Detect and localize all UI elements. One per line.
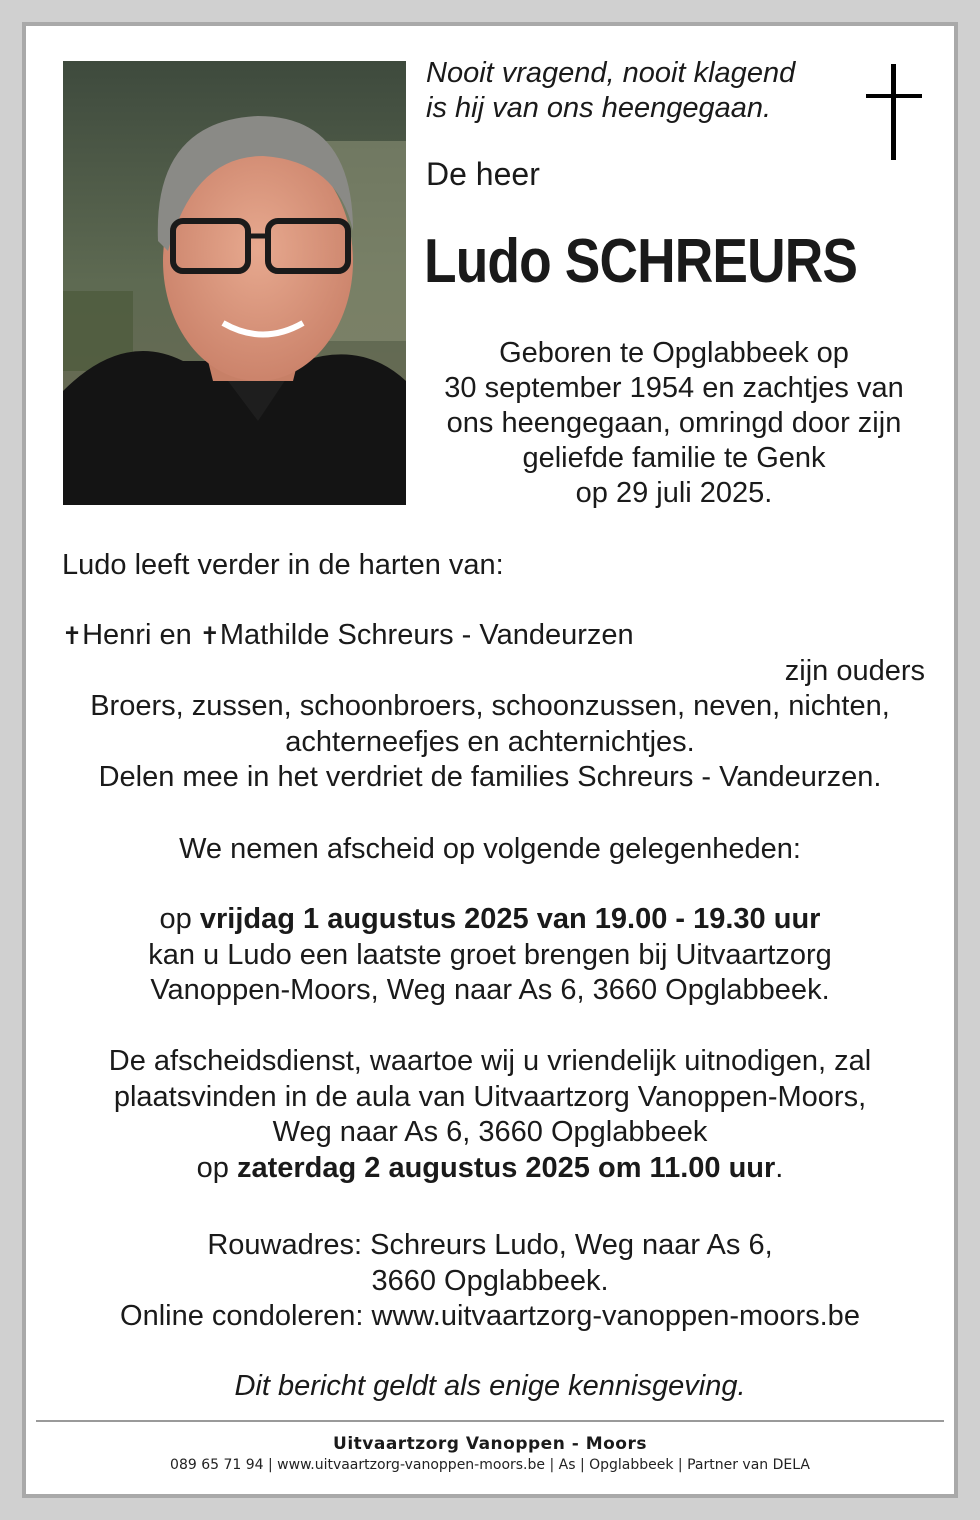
birth-line-1: Geboren te Opglabbeek op <box>499 337 849 369</box>
mourning-address <box>46 1228 934 1335</box>
portrait-photo <box>63 61 406 505</box>
address-line-2: 3660 Opglabbeek. <box>371 1264 609 1297</box>
small-cross-icon: ✝ <box>62 623 83 650</box>
address-line-1: Rouwadres: Schreurs Ludo, Weg naar As 6, <box>207 1229 773 1261</box>
motto-line-2: is hij van ons heengegaan. <box>426 92 772 124</box>
birth-line-2: 30 september 1954 en zachtjes van <box>444 372 904 404</box>
birth-line-3: ons heengegaan, omringd door zijn <box>446 407 902 439</box>
visit-line-1 <box>46 902 934 938</box>
service-date: zaterdag 2 augustus 2025 om 11.00 uur <box>236 1151 776 1184</box>
footer-company: Uitvaartzorg Vanoppen - Moors <box>333 1434 647 1454</box>
online-condolences: Online condoleren: www.uitvaartzorg-vanoppen-moors.be <box>120 1300 860 1332</box>
lives-on-text: Ludo leeft verder in de harten van: <box>62 549 504 581</box>
deceased-name: Ludo SCHREURS <box>424 227 858 296</box>
birth-death-info <box>418 336 930 511</box>
small-cross-icon: ✝ <box>199 623 220 650</box>
service-line-1: De afscheidsdienst, waartoe wij u vriendelijk uitnodigen, zal <box>108 1045 872 1077</box>
birth-line-4: geliefde familie te Genk <box>522 442 826 474</box>
visit-line-2: kan u Ludo een laatste groet brengen bij Uitvaartzorg <box>148 938 832 971</box>
motto <box>426 56 856 126</box>
relatives <box>46 689 934 796</box>
footer-info: 089 65 71 94 | www.uitvaartzorg-vanoppen-moors.be | As | Opglabbeek | Partner van DELA <box>170 1457 810 1473</box>
service-line-3: Weg naar As 6, 3660 Opglabbeek <box>272 1116 708 1148</box>
visit-line-3: Vanoppen-Moors, Weg naar As 6, 3660 Opglabbeek. <box>150 974 830 1006</box>
motto-line-1: Nooit vragend, nooit klagend <box>426 57 796 89</box>
title-prefix: De heer <box>426 156 540 192</box>
obituary-card <box>22 22 958 1498</box>
cross-icon <box>866 64 922 160</box>
parents-line <box>62 618 634 655</box>
portrait-image <box>63 61 406 505</box>
relatives-line-3: Delen mee in het verdriet de families Schreurs - Vandeurzen. <box>98 761 882 793</box>
occasions-intro: We nemen afscheid op volgende gelegenheden: <box>179 833 801 865</box>
visit-prefix: op <box>159 903 200 935</box>
visit-date: vrijdag 1 augustus 2025 van 19.00 - 19.30 uur <box>199 903 821 935</box>
birth-line-5: op 29 juli 2025. <box>575 477 773 509</box>
relatives-line-1: Broers, zussen, schoonbroers, schoonzussen, neven, nichten, <box>90 690 890 722</box>
visitation-info <box>46 902 934 1009</box>
mother-name: Mathilde Schreurs - Vandeurzen <box>219 619 634 651</box>
notice-text: Dit bericht geldt als enige kennisgeving. <box>234 1370 746 1402</box>
service-line-4 <box>46 1151 934 1187</box>
relatives-line-2: achterneefjes en achternichtjes. <box>285 725 695 758</box>
service-line-2: plaatsvinden in de aula van Uitvaartzorg Vanoppen-Moors, <box>113 1080 867 1113</box>
service-prefix: op <box>196 1151 237 1184</box>
funeral-service-info <box>46 1044 934 1186</box>
parents-role: zijn ouders <box>784 655 925 687</box>
father-name: Henri en <box>82 619 200 651</box>
footer-divider <box>36 1420 944 1422</box>
service-suffix: . <box>775 1151 784 1184</box>
